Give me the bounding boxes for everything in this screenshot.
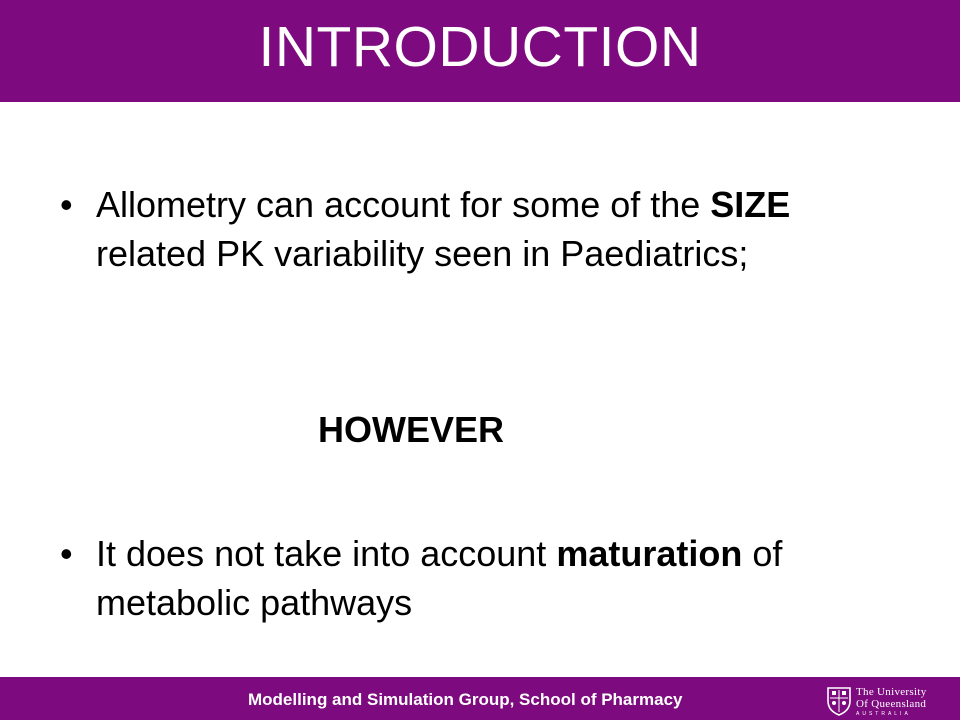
bullet-icon: • bbox=[60, 533, 73, 574]
title-bar bbox=[0, 0, 960, 102]
logo-line-2: Of Queensland bbox=[856, 698, 927, 710]
logo-line-1: The University bbox=[856, 686, 927, 698]
bullet-text-part: Allometry can account for some of the bbox=[96, 184, 711, 225]
however-heading: HOWEVER bbox=[318, 409, 505, 450]
emphasis-size: SIZE bbox=[710, 184, 791, 225]
footer-text: Modelling and Simulation Group, School of Pharmacy bbox=[248, 690, 683, 709]
bullet-text bbox=[96, 180, 886, 278]
university-logo bbox=[826, 686, 956, 718]
logo-line-3: AUSTRALIA bbox=[856, 711, 911, 717]
emphasis-maturation: maturation bbox=[556, 533, 743, 574]
bullet-text-part: of metabolic pathways bbox=[96, 533, 783, 623]
footer-bar bbox=[0, 677, 960, 720]
crest-icon bbox=[826, 686, 852, 716]
bullet-icon: • bbox=[60, 184, 73, 225]
slide-title: INTRODUCTION bbox=[258, 15, 702, 79]
bullet-text-part: It does not take into account bbox=[96, 533, 557, 574]
bullet-text-part: related PK variability seen in Paediatrics; bbox=[96, 233, 749, 274]
bullet-text bbox=[96, 529, 886, 627]
